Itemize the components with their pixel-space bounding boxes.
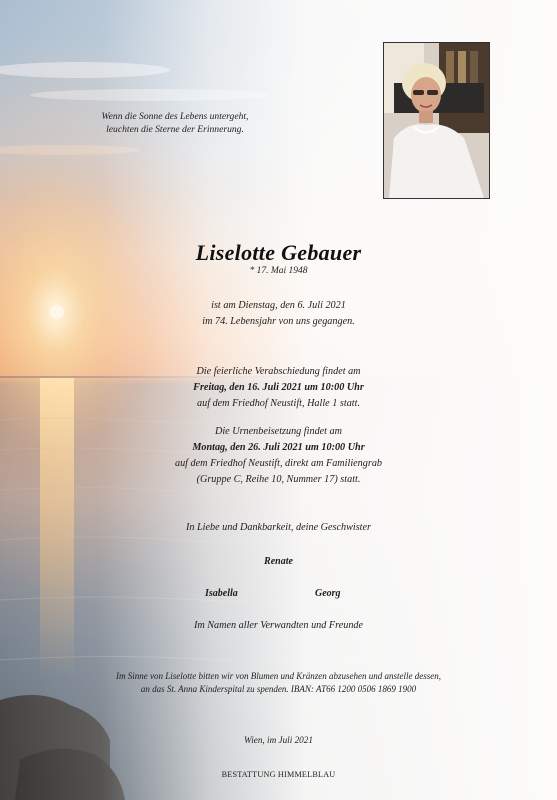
relatives-line: Im Namen aller Verwandten und Freunde	[193, 620, 364, 631]
funeral-home: BESTATTUNG HIMMELBLAU	[221, 770, 336, 779]
quote-line-2: leuchten die Sterne der Erinnerung.	[106, 124, 244, 135]
death-notice	[0, 298, 557, 330]
mourners-intro: In Liebe und Dankbarkeit, deine Geschwister	[185, 522, 372, 533]
urn-line-3: auf dem Friedhof Neustift, direkt am Familiengrab	[174, 458, 383, 469]
urn-line-1: Die Urnenbeisetzung findet am	[214, 426, 343, 437]
farewell-date: Freitag, den 16. Juli 2021 um 10:00 Uhr	[193, 382, 364, 393]
deceased-name: Liselotte Gebauer	[195, 240, 362, 265]
sibling-isabella: Isabella	[205, 588, 238, 599]
donation-line-1: Im Sinne von Liselotte bitten wir von Blumen und Kränzen abzusehen und anstelle dessen,	[116, 671, 441, 681]
donation-note	[0, 670, 557, 696]
birth-date: * 17. Mai 1948	[249, 266, 308, 276]
death-line-2: im 74. Lebensjahr von uns gegangen.	[202, 316, 355, 327]
urn-date: Montag, den 26. Juli 2021 um 10:00 Uhr	[192, 442, 365, 453]
place-date: Wien, im Juli 2021	[244, 735, 313, 745]
urn-line-4: (Gruppe C, Reihe 10, Nummer 17) statt.	[196, 474, 361, 485]
sibling-renate: Renate	[264, 556, 293, 567]
donation-line-2: an das St. Anna Kinderspital zu spenden. IBAN: AT66 1200 0506 1869 1900	[140, 684, 417, 694]
farewell-ceremony	[0, 364, 557, 412]
urn-burial	[0, 424, 557, 488]
memorial-quote	[70, 110, 280, 136]
quote-line-1: Wenn die Sonne des Lebens untergeht,	[101, 111, 249, 122]
farewell-line-1: Die feierliche Verabschiedung findet am	[196, 366, 361, 377]
portrait-photo	[383, 42, 490, 199]
death-line-1: ist am Dienstag, den 6. Juli 2021	[211, 300, 346, 311]
farewell-line-3: auf dem Friedhof Neustift, Halle 1 statt.	[197, 398, 360, 409]
sibling-georg: Georg	[315, 588, 341, 599]
